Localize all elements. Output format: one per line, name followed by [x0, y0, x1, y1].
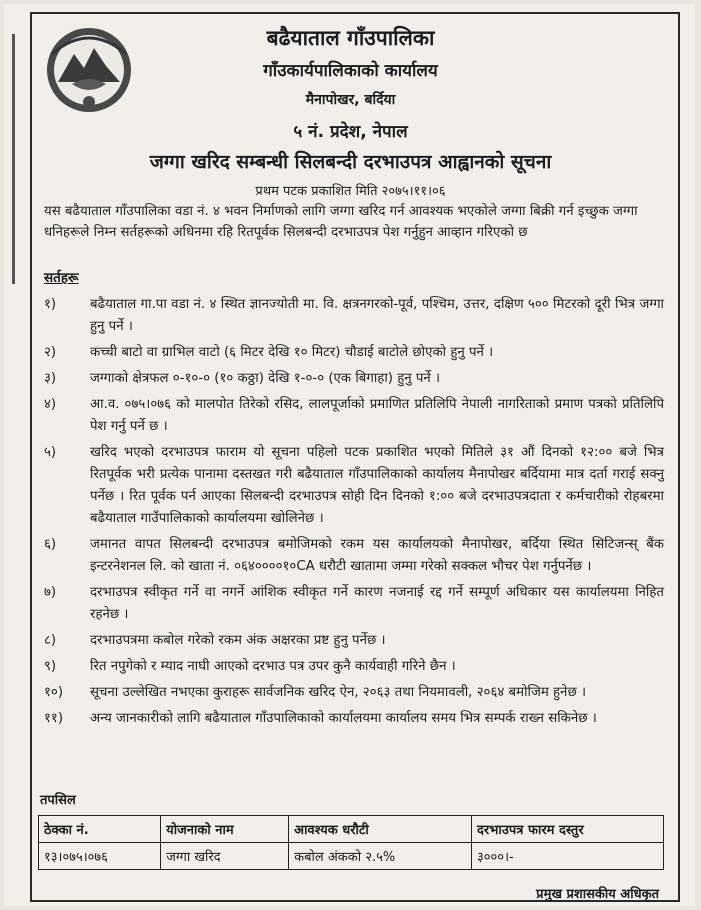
table-cell: कबोल अंकको २.५%	[289, 843, 472, 870]
condition-text: दरभाउपत्रमा कबोल गरेको रकम अंक अक्षरका प्रष्ट हुनु पर्नेछ ।	[90, 633, 386, 648]
condition-number: २)	[44, 345, 57, 360]
province-line: ५ नं. प्रदेश, नेपाल	[293, 122, 408, 142]
table-cell: १३।०७५।०७६	[39, 843, 161, 870]
notice-title: जग्गा खरिद सम्बन्धी सिलबन्दी दरभाउपत्र आह्वानको सूचना	[149, 151, 552, 173]
schedule-table	[38, 815, 664, 870]
condition-item	[44, 630, 664, 652]
condition-item	[44, 682, 664, 704]
condition-text: खरिद भएको दरभाउपत्र फाराम यो सूचना पहिलो पटक प्रकाशित भएको मितिले ३१ औं दिनको १२:०० बजे भित्र रितपूर्वक भरी प्रत्येक पानामा दस्तखत गरी बढैयाताल गाँउपालिकाको कार्यालय मैनापोखर बर्दियामा मात्र दर्ता गराई सक्नु पर्नेछ । रित पूर्वक पर्न आएका सिलबन्दी दरभाउपत्र सोही दिन दिनको १:०० बजे दरभाउपत्रदाता र कर्मचारीको रोहबरमा बढैयाताल गाउँपालिकाको कार्यालयमा खोलिनेछ ।	[90, 445, 664, 526]
condition-text: सूचना उल्लेखित नभएका कुराहरू सार्वजनिक खरिद ऐन, २०६३ तथा नियमावली, २०६४ बमोजिम हुनेछ ।	[90, 685, 587, 700]
office-address: मैनापोखर, बर्दिया	[305, 92, 396, 108]
condition-text: दरभाउपत्र स्वीकृत गर्ने वा नगर्ने आंशिक स्वीकृत गर्ने कारण नजनाई रद्द गर्ने सम्पूर्ण अधिकार यस कार्यालयमा निहित रहनेछ ।	[90, 585, 664, 622]
condition-item	[44, 368, 664, 390]
condition-item	[44, 708, 664, 730]
office-name: गाँउकार्यपालिकाको कार्यालय	[263, 61, 438, 81]
publish-date: प्रथम पटक प्रकाशित मिति २०७५।११।०६	[255, 184, 446, 199]
condition-text: बढैयाताल गा.पा वडा नं. ४ स्थित ज्ञानज्योती मा. वि. क्षत्रनगरको-पूर्व, पश्चिम, उत्तर, दक्षिण ५०० मिटरको दूरी भित्र जग्गा हुनु पर्ने ।	[90, 297, 664, 334]
condition-number: ११)	[44, 711, 64, 726]
condition-number: ३)	[44, 371, 57, 386]
condition-item	[44, 442, 664, 530]
condition-item	[44, 656, 664, 678]
condition-number: ४)	[44, 397, 57, 412]
schedule-heading: तपसिल	[40, 793, 76, 808]
conditions-heading: सर्तहरू	[44, 270, 79, 286]
condition-item	[44, 582, 664, 626]
condition-number: १०)	[44, 685, 64, 700]
condition-number: ९)	[44, 659, 57, 674]
table-row	[39, 843, 664, 870]
conditions-list	[44, 294, 664, 734]
condition-text: कच्ची बाटो वा ग्राभिल वाटो (६ मिटर देखि १० मिटर) चौडाई बाटोले छोएको हुनु पर्ने ।	[90, 345, 494, 360]
signoff: प्रमुख प्रशासकीय अधिकृत	[536, 887, 659, 902]
condition-item	[44, 534, 664, 578]
condition-text: रित नपुगेको र म्याद नाघी आएको दरभाउ पत्र उपर कुनै कार्यवाही गरिने छैन ।	[90, 659, 456, 674]
condition-number: ६)	[44, 537, 57, 552]
condition-item	[44, 394, 664, 438]
municipality-name: बढैयाताल गाँउपालिका	[266, 26, 435, 50]
condition-text: आ.व. ०७५।०७६ को मालपोत तिरेको रसिद, लालपूर्जाको प्रमाणित प्रतिलिपि नेपाली नागरिताको प्रमाण पत्रको प्रतिलिपि पेश गर्नु पर्ने छ ।	[90, 397, 664, 434]
column-header: योजनाको नाम	[161, 816, 289, 843]
condition-number: ५)	[44, 445, 57, 460]
condition-item	[44, 294, 664, 338]
table-cell: जग्गा खरिद	[161, 843, 289, 870]
table-header-row	[39, 816, 664, 843]
intro-paragraph: यस बढैयाताल गाँउपालिका वडा नं. ४ भवन निर्माणको लागि जग्गा खरिद गर्न आवश्यक भएकोले जग्गा बिक्री गर्न इच्छुक जग्गा धनिहरूले निम्न सर्तहरूको अधिनमा रहि रितपूर्वक सिलबन्दी दरभाउपत्र पेश गर्नुहुन आव्हान गरिएको छ	[44, 204, 638, 240]
condition-number: १)	[44, 297, 57, 312]
column-header: ठेक्का नं.	[39, 816, 161, 843]
column-header: आवश्यक धरौटी	[289, 816, 472, 843]
condition-item	[44, 342, 664, 364]
table-cell: ३०००।-	[472, 843, 664, 870]
condition-number: ८)	[44, 633, 57, 648]
condition-text: अन्य जानकारीको लागि बढैयाताल गाँउपालिकाको कार्यालयमा कार्यालय समय भित्र सम्पर्क राख्न सकिनेछ ।	[90, 711, 597, 726]
column-header: दरभाउपत्र फारम दस्तुर	[472, 816, 664, 843]
condition-text: जग्गाको क्षेत्रफल ०-१०-० (१० कठ्ठा) देखि १-०-० (एक बिगाहा) हुनु पर्ने ।	[90, 371, 441, 386]
condition-text: जमानत वापत सिलबन्दी दरभाउपत्र बमोजिमको रकम यस कार्यालयको मैनापोखर, बर्दिया स्थित सिटिजन्स् बैंक इन्टरनेशनल लि. को खाता नं. ०६४००००१०CA धरौटी खातामा जम्मा गरेको सक्कल भौचर पेश गर्नुपर्नेछ ।	[90, 537, 664, 574]
condition-number: ७)	[44, 585, 57, 600]
